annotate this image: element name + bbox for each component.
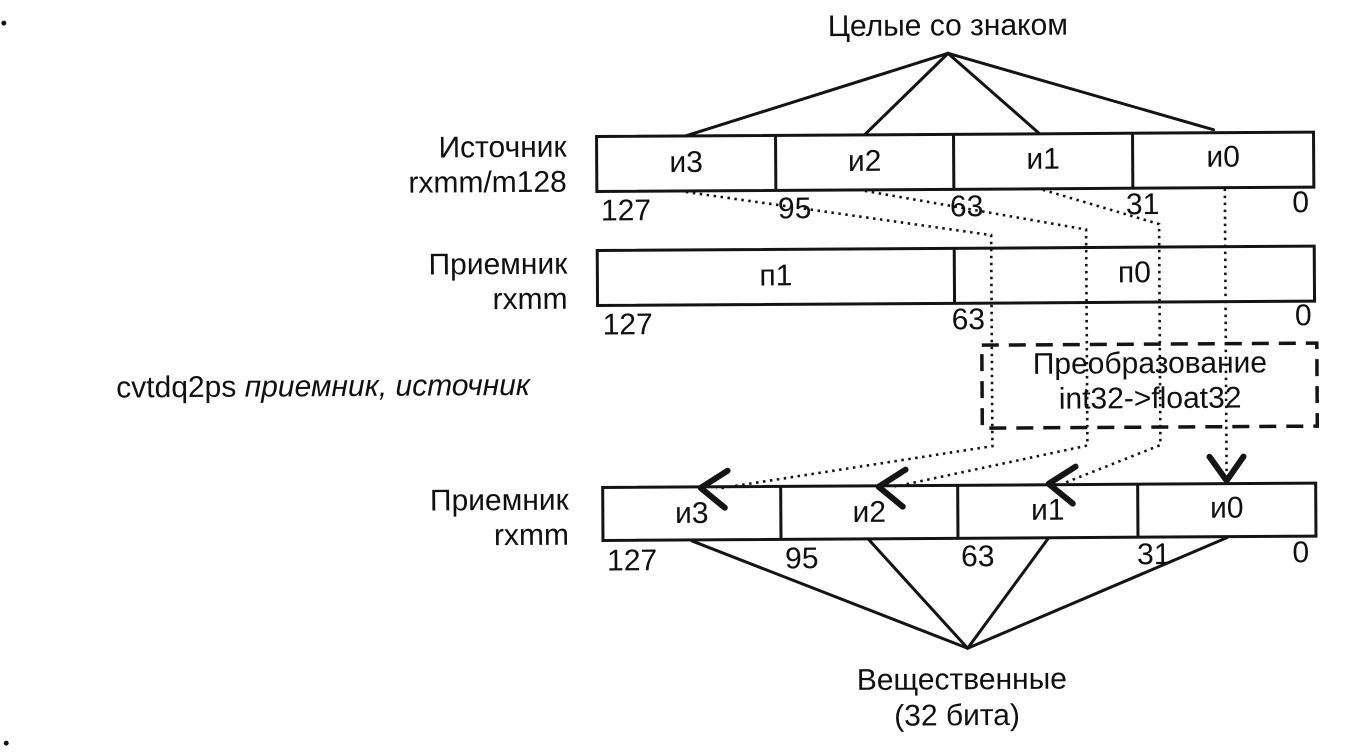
bottom-fan-line-i2 (869, 539, 968, 649)
dest-after-bit-127: 127 (607, 544, 658, 578)
arrow-path-i3 (686, 190, 993, 489)
dest-before-name-line1: Приемник (428, 247, 568, 282)
dest-after-cell-i1: и1 (1030, 493, 1065, 527)
source-bit-63: 63 (949, 190, 984, 224)
dest-after-cell-i3: и3 (674, 496, 709, 531)
source-cell-i1: и1 (1026, 142, 1060, 176)
instruction-mnemonic: cvtdq2ps (116, 370, 237, 405)
dest-after-bit-31: 31 (1136, 538, 1171, 572)
instruction-space (236, 371, 245, 404)
dest-after-name-line1: Приемник (429, 483, 569, 518)
top-fan-lines (685, 52, 1213, 136)
dest-before-name-line2: rxmm (492, 282, 568, 317)
source-bit-0: 0 (1292, 186, 1310, 220)
source-bit-127: 127 (600, 194, 652, 228)
source-cell-i2: и2 (847, 144, 882, 178)
conversion-label-line2: int32->float32 (1058, 381, 1242, 416)
bottom-fan-line-i3 (692, 539, 968, 650)
real-numbers-label-line2: (32 бита) (894, 698, 1021, 733)
arrow-path-i1 (1043, 189, 1161, 484)
signed-integers-label: Целые со знаком (827, 8, 1069, 44)
dest-before-cell-p1: п1 (759, 259, 793, 293)
source-register-name-line2: rxmm/m128 (408, 165, 567, 200)
top-fan-line-i0 (948, 52, 1213, 132)
source-cell-i3: и3 (669, 145, 704, 180)
scan-artifact (4, 741, 9, 746)
source-register-name-line1: Источник (438, 130, 567, 165)
dest-before-bit-127: 127 (602, 308, 653, 342)
dest-before-bit-0: 0 (1294, 299, 1312, 333)
bottom-fan-line-i0 (967, 538, 1228, 649)
instruction-text (75, 370, 530, 405)
dest-after-name-line2: rxmm (493, 518, 570, 553)
scan-artifact (1, 21, 6, 26)
source-cell-i0: и0 (1206, 140, 1240, 174)
arrow-path-i0 (1225, 189, 1227, 476)
source-bit-95: 95 (777, 192, 812, 226)
dest-before-cell-p0: п0 (1117, 256, 1151, 290)
dest-after-bit-0: 0 (1292, 536, 1310, 570)
dest-after-bit-95: 95 (785, 542, 819, 576)
conversion-arrows (686, 189, 1227, 489)
real-numbers-label-line1: Вещественные (856, 662, 1068, 697)
dest-after-cell-i2: и2 (852, 495, 887, 529)
dest-after-cell-i0: и0 (1209, 491, 1244, 525)
arrow-path-i2 (865, 190, 1088, 487)
dest-before-bit-63: 63 (951, 303, 986, 337)
conversion-label-line1: Преобразование (1032, 346, 1268, 381)
source-bit-31: 31 (1125, 188, 1160, 222)
instruction-operands: приемник, источник (244, 368, 531, 404)
dest-after-bit-63: 63 (960, 540, 995, 574)
top-fan-line-i3 (685, 53, 948, 136)
